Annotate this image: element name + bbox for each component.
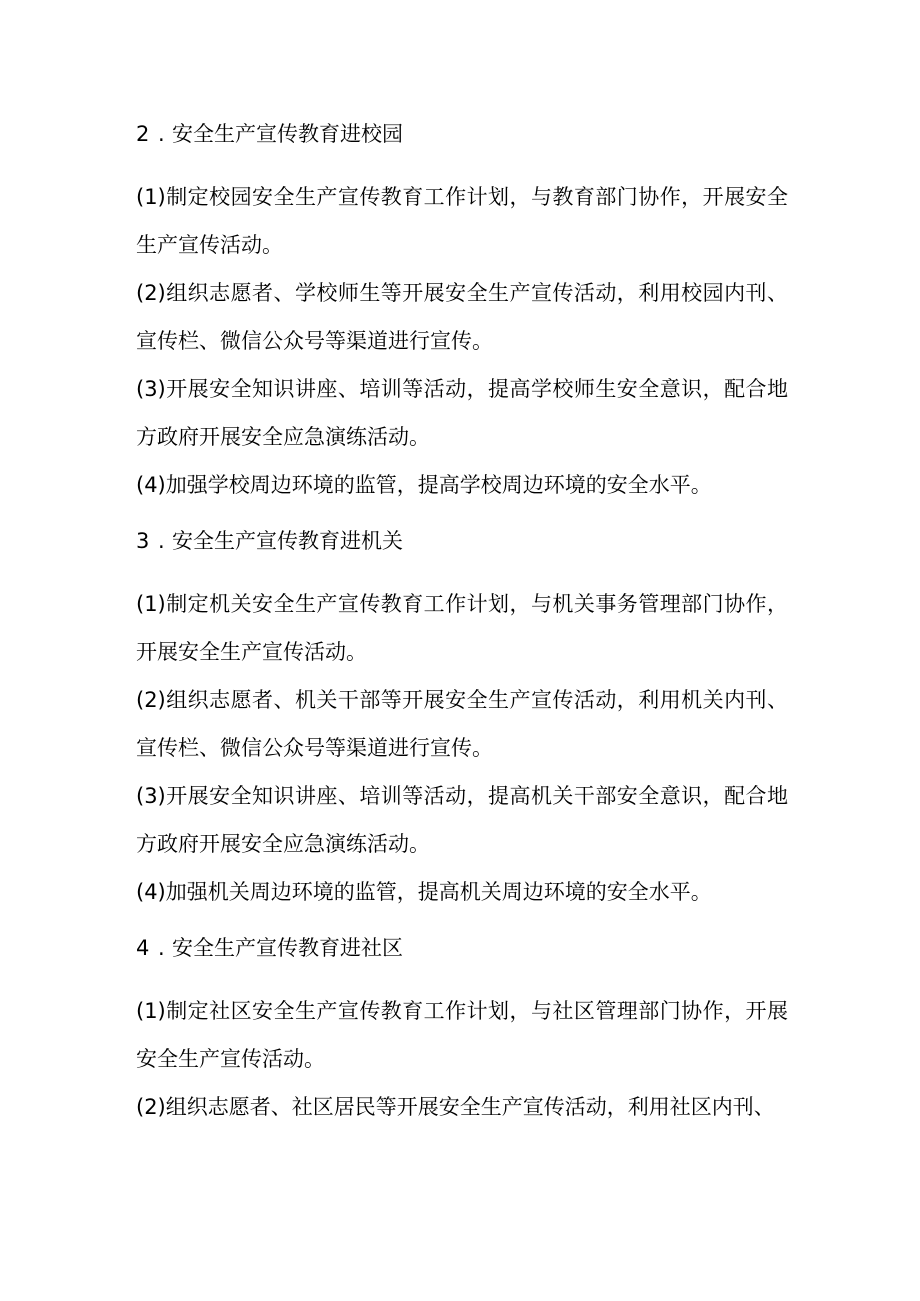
- list-item: (3)开展安全知识讲座、培训等活动，提高学校师生安全意识，配合地方政府开展安全应急演练活动。: [136, 377, 788, 449]
- section-number: 2: [136, 122, 150, 146]
- section-separator: .: [158, 936, 165, 960]
- section-community: [136, 926, 788, 1131]
- section-number: 3: [136, 529, 150, 553]
- section-government: [136, 519, 788, 916]
- section-campus: [136, 112, 788, 509]
- section-title: 安全生产宣传教育进校园: [172, 122, 403, 146]
- list-item: (1)制定机关安全生产宣传教育工作计划，与机关事务管理部门协作，开展安全生产宣传活动。: [136, 592, 788, 664]
- document-body: [136, 112, 788, 1131]
- section-heading: [136, 112, 788, 156]
- list-item: (3)开展安全知识讲座、培训等活动，提高机关干部安全意识，配合地方政府开展安全应急演练活动。: [136, 784, 788, 856]
- section-separator: .: [158, 122, 165, 146]
- list-item: (4)加强学校周边环境的监管，提高学校周边环境的安全水平。: [136, 473, 712, 497]
- section-heading: [136, 926, 788, 970]
- section-number: 4: [136, 936, 150, 960]
- section-title: 安全生产宣传教育进社区: [172, 936, 403, 960]
- section-separator: .: [158, 529, 165, 553]
- section-title: 安全生产宣传教育进机关: [172, 529, 403, 553]
- list-item: (2)组织志愿者、机关干部等开展安全生产宣传活动，利用机关内刊、宣传栏、微信公众号等渠道进行宣传。: [136, 688, 788, 760]
- list-item: (2)组织志愿者、社区居民等开展安全生产宣传活动，利用社区内刊、: [136, 1095, 775, 1119]
- list-item: (1)制定校园安全生产宣传教育工作计划，与教育部门协作，开展安全生产宣传活动。: [136, 185, 788, 257]
- list-item: (4)加强机关周边环境的监管，提高机关周边环境的安全水平。: [136, 880, 712, 904]
- section-heading: [136, 519, 788, 563]
- list-item: (2)组织志愿者、学校师生等开展安全生产宣传活动，利用校园内刊、宣传栏、微信公众号等渠道进行宣传。: [136, 281, 788, 353]
- list-item: (1)制定社区安全生产宣传教育工作计划，与社区管理部门协作，开展安全生产宣传活动。: [136, 999, 788, 1071]
